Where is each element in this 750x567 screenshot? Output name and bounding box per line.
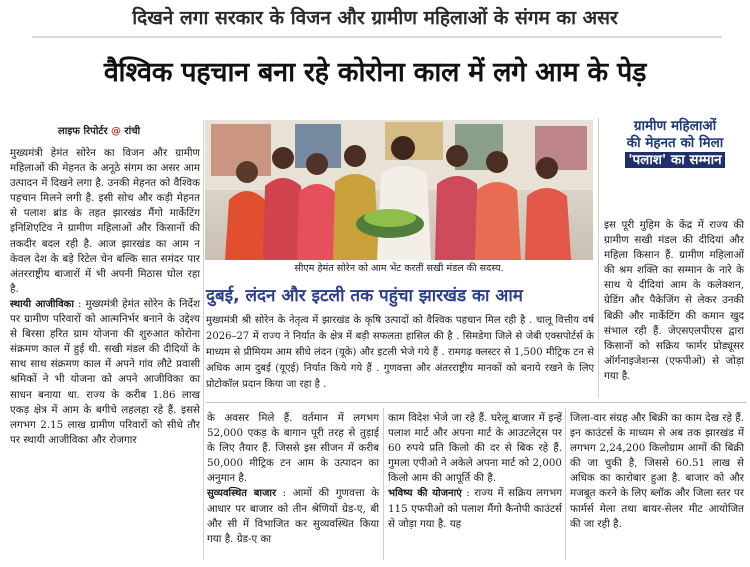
bottom-column-divider-2 — [565, 408, 566, 560]
photo-caption: सीएम हेमंत सोरेन को आम भेंट करतीं सखी मंडल की सदस्य. — [294, 263, 504, 274]
sidebar-head-highlight: 'पलाश' का सम्मान — [625, 152, 724, 168]
lede-paragraph: मुख्यमंत्री श्री सोरेन के नेतृत्व में झारखंड के कृषि उत्पादों को वैश्विक पहचान मिल रही है . चालू वित्तीय वर्ष 2026–27 में राज्य ने निर्यात के क्षेत्र में बड़ी सफलता हासिल की है . सिमडेगा जिले से जेबी एक्सपोर्टर्स के माध्यम से प्रीमियम आम सीधे लंदन (यूके) और इटली भेजे गये हैं . रामगढ़ क्लस्टर से 1,500 मीट्रिक टन से अधिक आम दुबई (यूएई) निर्यात किये गये हैं . गुणवत्ता और अंतरराष्ट्रीय मानकों को बनाये रखने के लिए प्रोटोकॉल प्रदान किया जा रहा है . — [206, 315, 594, 390]
bottom-section-divider — [206, 402, 746, 403]
column1-paragraph-1: मुख्यमंत्री हेमंत सोरेन का विजन और ग्रामीण महिलाओं की मेहनत के अनूठे संगम का असर आम उत्पादन में दिखने लगा है. उनकी मेहनत को वैश्विक पहचान मिलने लगी है. इसी सोच और कड़ी मेहनत से पलाश ब्रांड के तहत झारखंड मैंगो मार्केटिंग इनिशिएटिव ने ग्रामीण महिलाओं और किसानों की तकदीर बदल रही है. आज झारखंड का आम न केवल देश के बड़े रिटेल चेन बल्कि सात समंदर पार अंतरराष्ट्रीय बाजारों में भी अपनी मिठास घोल रहा है. — [10, 147, 200, 295]
column1-subhead: स्थायी आजीविका — [10, 298, 74, 310]
sidebar-headline — [605, 118, 745, 169]
column1-paragraph-2 — [10, 297, 200, 448]
byline-reporter: लाइफ रिपोर्टर — [58, 126, 108, 137]
bottom-col1-subhead: सुव्यवस्थित बाजार — [207, 488, 277, 500]
kicker-headline: दिखने लगा सरकार के विजन और ग्रामीण महिलाओं के संगम का असर — [132, 7, 618, 29]
sidebar-paragraph: इस पूरी मुहिम के केंद्र में राज्य की ग्रामीण सखी मंडल की दीदियां और महिला किसान हैं. ग्रामीण महिलाओं की श्रम शक्ति का सम्मान के नारे के साथ ये दीदियां आम के कलेक्शन, ग्रेडिंग और पैकेजिंग से लेकर उनकी बिक्री और मार्केटिंग की कमान खुद संभाल रही हैं. जेएसएलपीएस द्वारा किसानों को सक्रिय फार्मर प्रोड्यूसर ऑर्गनाइजेशन्स (एफपीओ) से जोड़ा गया है. — [604, 219, 744, 382]
column-divider — [203, 120, 204, 560]
kicker-divider — [32, 36, 722, 38]
bottom-col1-paragraph-2-text: : आमों की गुणवत्ता के आधार पर बाजार को तीन श्रेणियों ग्रेड-ए, बी और सी में विभाजित कर सुव्यवस्थित किया गया है. ग्रेड-ए का — [207, 487, 379, 545]
main-headline: वैश्विक पहचान बना रहे कोरोना काल में लगे आम के पेड़ — [103, 57, 647, 88]
sidebar-head-line-1: ग्रामीण महिलाओं — [633, 118, 717, 134]
bottom-column-3 — [570, 411, 744, 532]
bottom-col2-paragraph-1: काम विदेश भेजे जा रहे हैं. घरेलू बाजार में इन्हें पलाश मार्ट और अपना मार्ट के आउटलेट्स पर 60 रुपये प्रति किलो की दर से बिक रहे हैं. गुमला एपीओ ने अकेले अपना मार्ट को 2,000 किलो आम की आपूर्ति की है. — [388, 412, 562, 485]
bottom-column-2 — [388, 411, 562, 532]
bottom-col1-paragraph-1: के अवसर मिले हैं. वर्तमान में लगभग 52,000 एकड़ के बागान पूरी तरह से तुड़ाई के लिए तैयार हैं. जिससे इस सीजन में करीब 50,000 मीट्रिक टन आम के उत्पादन का अनुमान है. — [207, 412, 379, 485]
bottom-column-1 — [207, 411, 379, 547]
photo-illustration — [205, 120, 593, 260]
byline — [58, 123, 140, 137]
bottom-column-divider-1 — [383, 408, 384, 560]
sidebar-divider — [598, 118, 599, 398]
sidebar-head-line-2: की मेहनत को मिला — [626, 135, 724, 151]
bottom-col1-paragraph-2 — [207, 486, 379, 546]
sub-headline: दुबई, लंदन और इटली तक पहुंचा झारखंड का आम — [206, 286, 523, 306]
news-photo — [205, 120, 593, 260]
bottom-col3-paragraph-1: जिला-वार संग्रह और बिक्री का काम देख रहे हैं. इन काउंटर्स के माध्यम से अब तक झारखंड में लगभग 2,24,200 किलोग्राम आमों की बिक्री की जा चुकी है, जिससे 60.51 लाख से अधिक का कारोबार हुआ है. बाजार को और मजबूत करने के लिए ब्लॉक और जिला स्तर पर फार्मर्स मेला तथा बायर-सेलर मीट आयोजित की जा रही है. — [570, 412, 744, 530]
byline-city: रांची — [124, 126, 141, 137]
bottom-col2-subhead: भविष्य की योजनाएं — [388, 488, 462, 500]
article-column-1 — [10, 146, 200, 448]
bottom-col2-paragraph-2 — [388, 486, 562, 531]
bottom-col2-paragraph-2-text: : राज्य में सक्रिय लगभग 115 एफपीओ को पलाश मैंगो कैनोपी काउंटर्स से जोड़ा गया है. यह — [388, 487, 562, 530]
column1-paragraph-2-text: : मुख्यमंत्री हेमंत सोरेन के निर्देश पर ग्रामीण परिवारों को आत्मनिर्भर बनाने के उद्देश्य से बिरसा हरित ग्राम योजना की शुरुआत कोरोना संक्रमण काल में हुई थी. सखी मंडल की दीदियों के साथ साथ संक्रमण काल में अपने गांव लौटे प्रवासी श्रमिकों ने भी योजना को अपने आजीविका का साधन बनाया था. राज्य के करीब 1.86 लाख एकड़ क्षेत्र में आम के बगीचे लहलहा रहे हैं. इससे लगभग 2.15 लाख ग्रामीण परिवारों को सीधे तौर पर स्थायी आजीविका और रोजगार — [10, 297, 200, 446]
byline-at: @ — [111, 126, 122, 137]
sidebar-body — [604, 218, 744, 384]
